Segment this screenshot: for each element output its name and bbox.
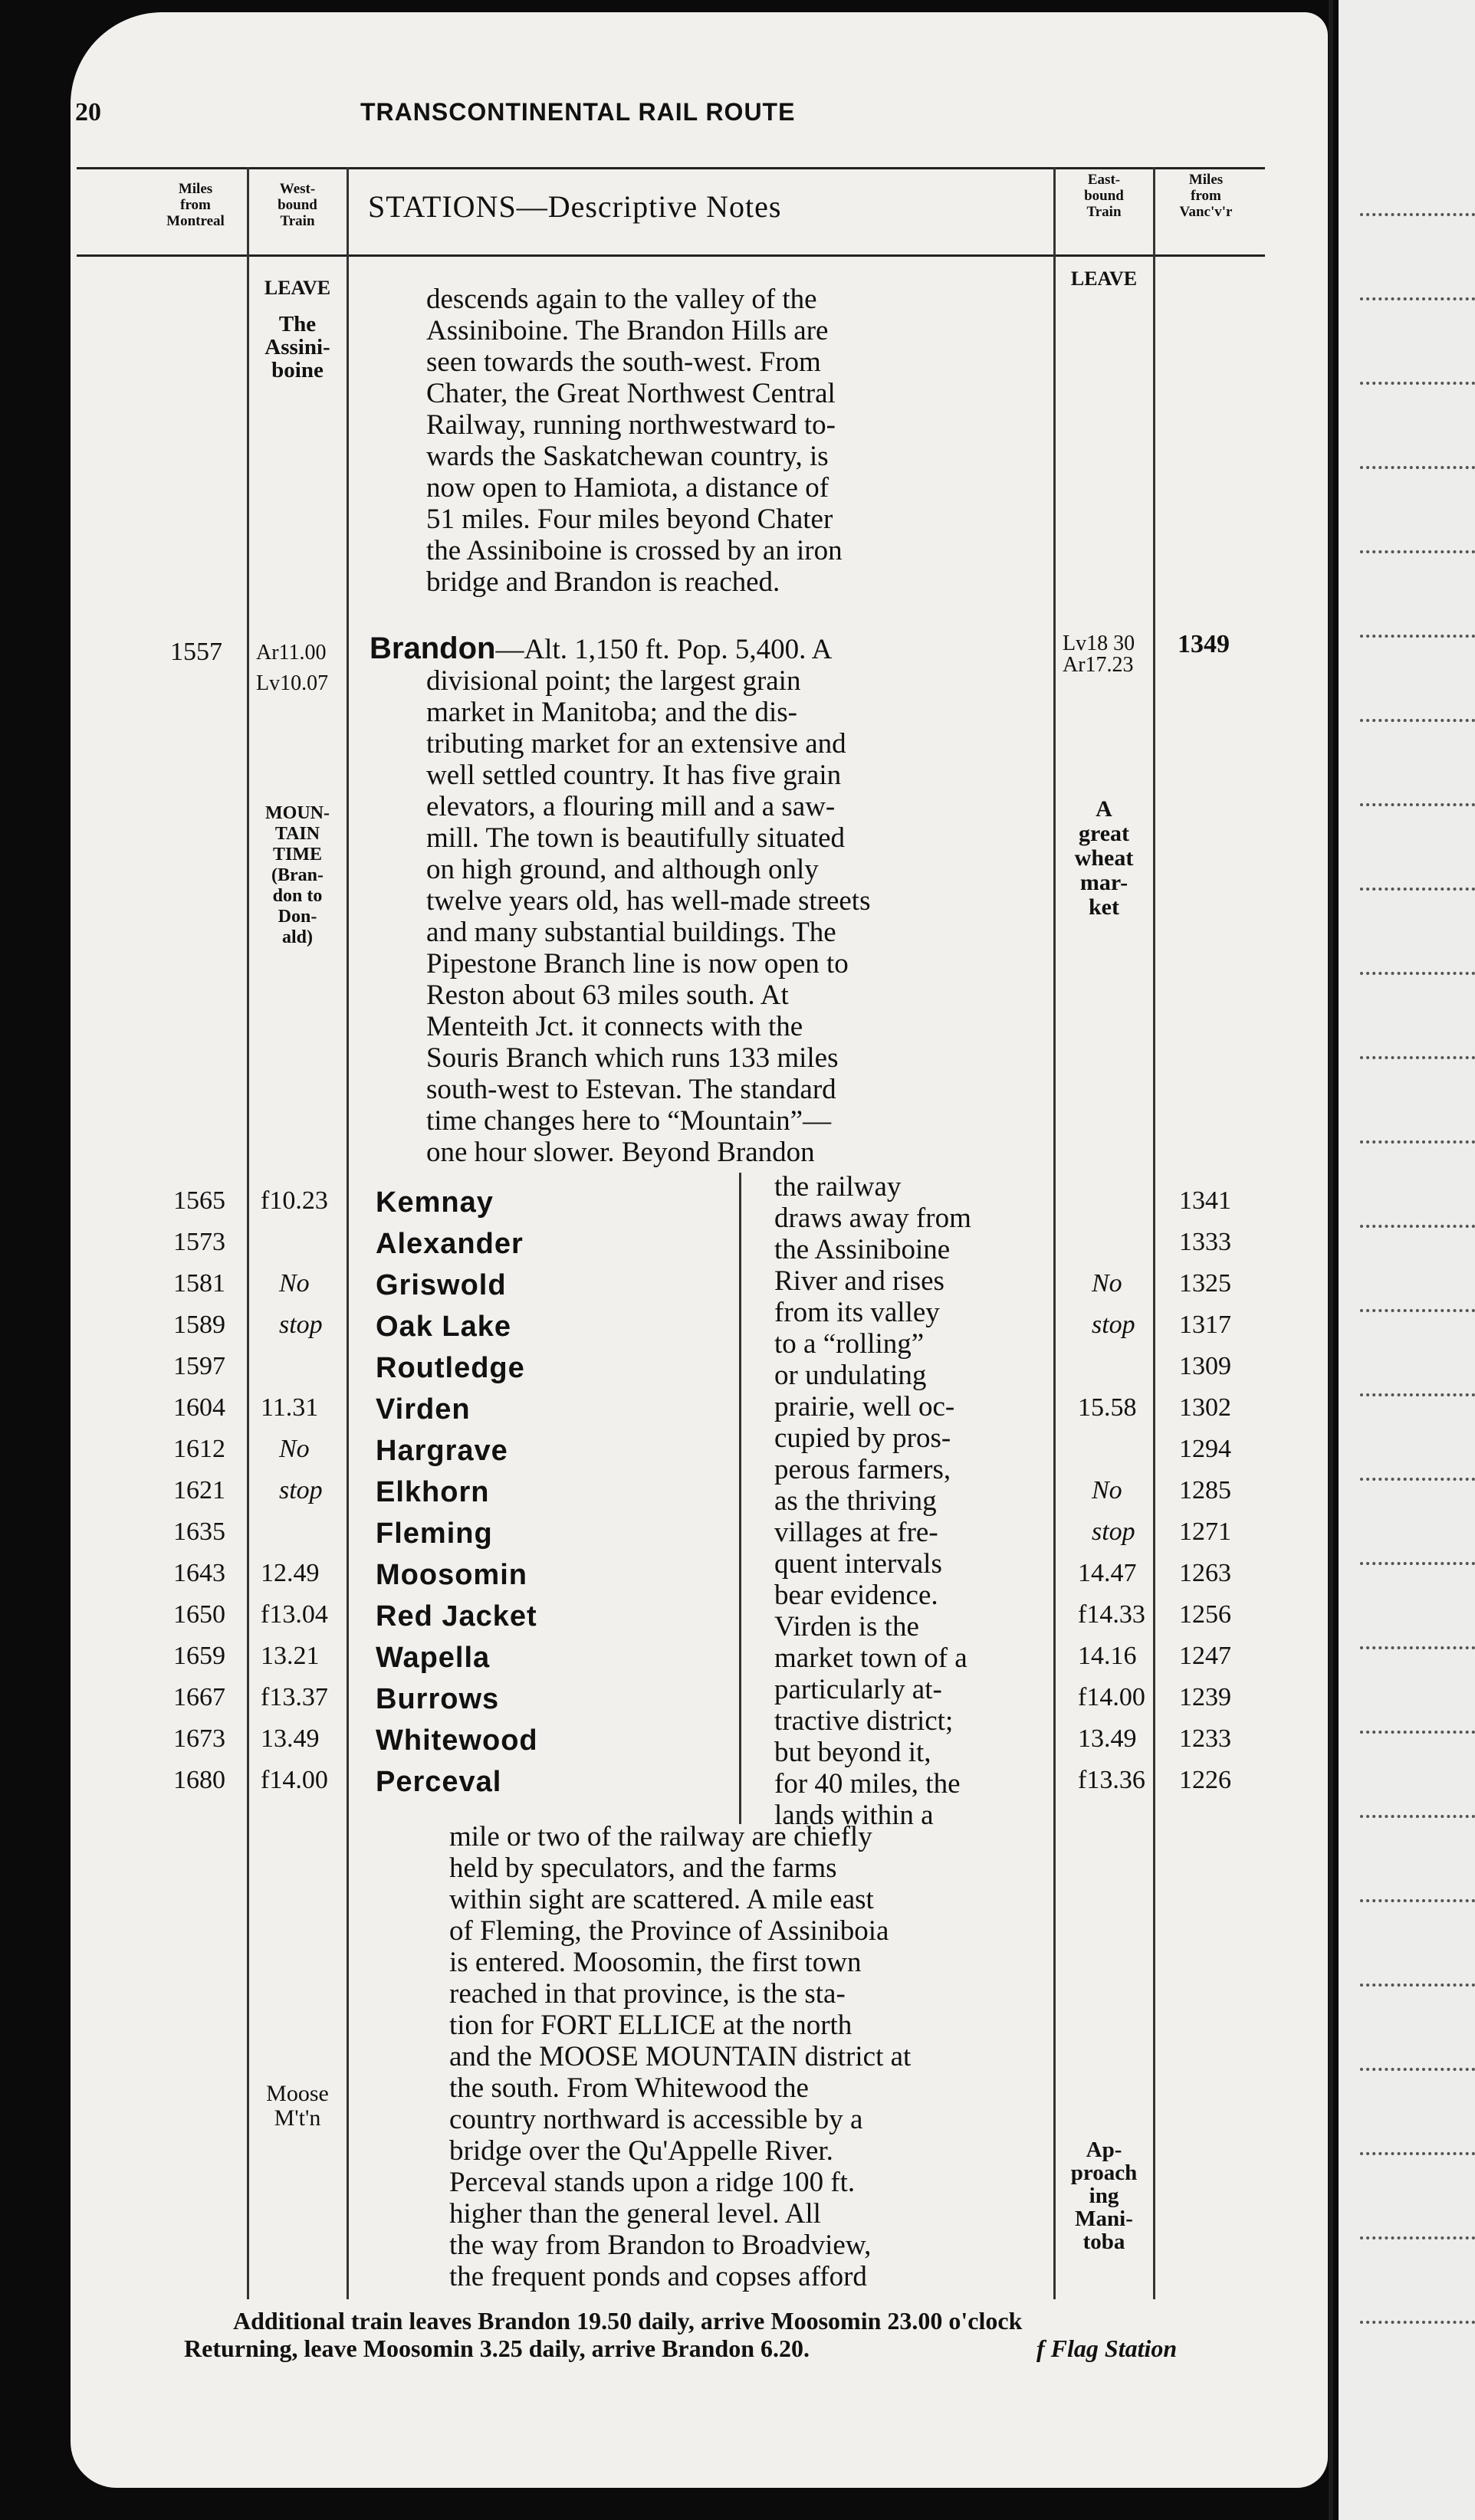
col-header-miles-montreal: Miles from Montreal <box>166 181 225 229</box>
mountain-time-line: TAIN <box>274 824 320 844</box>
brandon-paragraph <box>426 665 870 1168</box>
side-text-line: particularly at- <box>774 1674 942 1705</box>
station-miles-vancouver: 1294 <box>1179 1435 1231 1463</box>
side-text-rule <box>739 1173 741 1824</box>
facing-page-dotted-leader <box>1360 2068 1475 2071</box>
side-text-line: cupied by pros- <box>774 1422 951 1454</box>
station-miles-vancouver: 1263 <box>1179 1559 1231 1587</box>
station-name: Alexander <box>376 1228 524 1260</box>
facing-page-dotted-leader <box>1360 972 1475 975</box>
facing-page-dotted-leader <box>1360 297 1475 300</box>
wheat-market-line: ket <box>1089 894 1119 920</box>
station-eastbound-time: No <box>1092 1269 1122 1298</box>
facing-page-dotted-leader <box>1360 1225 1475 1228</box>
page-gutter <box>1329 0 1333 2520</box>
wheat-market-line: wheat <box>1074 845 1134 871</box>
closing-line: higher than the general level. All <box>449 2198 821 2230</box>
running-title: TRANSCONTINENTAL RAIL ROUTE <box>360 98 796 126</box>
closing-line: and the MOOSE MOUNTAIN district at <box>449 2041 912 2072</box>
station-westbound-time: No <box>279 1435 310 1463</box>
station-eastbound-time: f13.36 <box>1078 1766 1145 1794</box>
mountain-time-line: TIME <box>272 845 322 865</box>
side-text-line: the railway <box>774 1171 902 1203</box>
closing-line: held by speculators, and the farms <box>449 1852 837 1884</box>
mountain-time-line: ald) <box>281 927 313 947</box>
side-text-line: Virden is the <box>774 1611 919 1642</box>
station-eastbound-time: f14.00 <box>1078 1683 1145 1711</box>
closing-line: the way from Brandon to Broadview, <box>449 2230 872 2261</box>
intro-line: bridge and Brandon is reached. <box>426 566 780 598</box>
facing-page-dotted-leader <box>1360 1562 1475 1565</box>
table-top-rule <box>77 167 1265 169</box>
station-eastbound-time: 15.58 <box>1078 1393 1137 1422</box>
side-text-line: prairie, well oc- <box>774 1391 955 1422</box>
station-westbound-time: stop <box>279 1476 323 1504</box>
footer-line-2: Returning, leave Moosomin 3.25 daily, arrive Brandon 6.20. <box>184 2335 810 2362</box>
brandon-leave: Lv10.07 <box>256 671 329 695</box>
station-miles-vancouver: 1271 <box>1179 1518 1231 1546</box>
station-westbound-time: 13.49 <box>261 1724 320 1753</box>
station-mile: 1650 <box>173 1600 225 1629</box>
mountain-time-line: MOUN- <box>265 803 330 823</box>
closing-paragraph <box>449 1821 911 2292</box>
station-mile: 1604 <box>173 1393 225 1422</box>
station-name: Red Jacket <box>376 1600 537 1632</box>
facing-page-dotted-leader <box>1360 382 1475 385</box>
station-miles-vancouver: 1256 <box>1179 1600 1231 1629</box>
station-mile: 1635 <box>173 1518 225 1546</box>
station-name: Griswold <box>376 1269 507 1301</box>
station-mile: 1565 <box>173 1186 225 1215</box>
station-miles-vancouver: 1239 <box>1179 1683 1231 1711</box>
facing-page-dotted-leader <box>1360 888 1475 891</box>
station-miles-vancouver: 1317 <box>1179 1311 1231 1339</box>
col-rule-3 <box>1053 167 1056 2299</box>
brandon-text-line: Menteith Jct. it connects with the <box>426 1011 803 1042</box>
col-header-westbound: West- bound Train <box>278 181 317 229</box>
station-mile: 1612 <box>173 1435 225 1463</box>
intro-line: Assiniboine. The Brandon Hills are <box>426 315 829 346</box>
closing-line: bridge over the Qu'Appelle River. <box>449 2135 833 2167</box>
leave-label-west: LEAVE <box>264 277 331 299</box>
facing-page-dotted-leader <box>1360 1731 1475 1734</box>
station-westbound-time: 12.49 <box>261 1559 320 1587</box>
table-header-rule <box>77 254 1265 257</box>
station-name: Virden <box>376 1393 471 1426</box>
facing-page-dotted-leader <box>1360 1309 1475 1312</box>
col-rule-4 <box>1153 167 1155 2299</box>
station-westbound-time: f13.37 <box>261 1683 328 1711</box>
brandon-first-line: —Alt. 1,150 ft. Pop. 5,400. A <box>495 634 833 665</box>
flag-station-note: f Flag Station <box>1036 2335 1178 2362</box>
facing-page-dotted-leader <box>1360 1056 1475 1059</box>
side-text-line: villages at fre- <box>774 1517 938 1548</box>
brandon-text-line: Pipestone Branch line is now open to <box>426 948 849 979</box>
side-text-paragraph <box>774 1171 971 1831</box>
side-text-line: tractive district; <box>774 1705 954 1737</box>
intro-line: seen towards the south-west. From <box>426 346 821 378</box>
brandon-arrive: Ar11.00 <box>256 641 327 664</box>
facing-page-dotted-leader <box>1360 1815 1475 1818</box>
side-text-line: for 40 miles, the <box>774 1768 961 1800</box>
brandon-text-line: twelve years old, has well-made streets <box>426 885 871 917</box>
facing-page-dotted-leader <box>1360 2152 1475 2155</box>
facing-page-dotted-leader <box>1360 466 1475 469</box>
station-mile: 1621 <box>173 1476 225 1504</box>
side-text-line: market town of a <box>774 1642 967 1674</box>
col-rule-1 <box>247 167 249 2299</box>
station-name: Kemnay <box>376 1186 494 1219</box>
side-text-line: the Assiniboine <box>774 1234 951 1265</box>
closing-line: the south. From Whitewood the <box>449 2072 809 2104</box>
station-mile: 1659 <box>173 1642 225 1670</box>
side-text-line: draws away from <box>774 1203 971 1234</box>
footer-line-1: Additional train leaves Brandon 19.50 daily, arrive Moosomin 23.00 o'clock <box>233 2307 1023 2335</box>
brandon-heading-line <box>370 633 832 665</box>
station-westbound-time: 13.21 <box>261 1642 320 1670</box>
brandon-text-line: time changes here to “Mountain”— <box>426 1105 832 1137</box>
station-name: Wapella <box>376 1642 491 1674</box>
intro-line: descends again to the valley of the <box>426 284 817 315</box>
facing-page-dotted-leader <box>1360 635 1475 638</box>
facing-page-edge <box>1339 0 1475 2520</box>
station-name: Burrows <box>376 1683 500 1715</box>
station-mile: 1573 <box>173 1228 225 1256</box>
approach-line: toba <box>1082 2230 1125 2254</box>
station-mile: 1597 <box>173 1352 225 1380</box>
col-header-stations: STATIONS—Descriptive Notes <box>368 189 782 224</box>
col-rule-2 <box>347 167 349 2299</box>
closing-line: reached in that province, is the sta- <box>449 1978 846 2010</box>
brandon-name: Brandon <box>370 632 496 665</box>
station-eastbound-time: No <box>1092 1476 1122 1504</box>
leave-label-east: LEAVE <box>1070 267 1138 290</box>
mountain-time-line: Don- <box>278 907 317 927</box>
station-eastbound-time: stop <box>1092 1311 1135 1339</box>
station-miles-vancouver: 1333 <box>1179 1228 1231 1256</box>
station-mile: 1589 <box>173 1311 225 1339</box>
station-miles-vancouver: 1302 <box>1179 1393 1231 1422</box>
brandon-east-leave: Lv18 30 <box>1063 632 1135 655</box>
facing-page-dotted-leader <box>1360 2321 1475 2324</box>
side-text-line: bear evidence. <box>774 1580 938 1611</box>
facing-page-dotted-leader <box>1360 550 1475 553</box>
facing-page-dotted-leader <box>1360 719 1475 722</box>
the-assiniboine-note: The Assini- boine <box>264 312 330 382</box>
station-mile: 1667 <box>173 1683 225 1711</box>
brandon-text-line: Reston about 63 miles south. At <box>426 979 789 1011</box>
brandon-east-arrive: Ar17.23 <box>1063 653 1134 677</box>
station-miles-vancouver: 1247 <box>1179 1642 1231 1670</box>
approach-line: Mani- <box>1075 2207 1133 2231</box>
brandon-text-line: on high ground, and although only <box>426 854 819 885</box>
brandon-miles-vancouver: 1349 <box>1178 630 1230 658</box>
page-number: 20 <box>75 98 101 126</box>
approach-line: Ap- <box>1086 2138 1122 2162</box>
facing-page-dotted-leader <box>1360 1393 1475 1396</box>
side-text-line: perous farmers, <box>774 1454 951 1485</box>
brandon-text-line: tributing market for an extensive and <box>426 728 846 760</box>
intro-line: Chater, the Great Northwest Central <box>426 378 836 409</box>
station-mile: 1680 <box>173 1766 225 1794</box>
mountain-time-note <box>250 803 345 948</box>
side-text-line: or undulating <box>774 1360 927 1391</box>
facing-page-dotted-leader <box>1360 213 1475 216</box>
facing-page-dotted-leader <box>1360 1899 1475 1902</box>
station-westbound-time: stop <box>279 1311 323 1339</box>
closing-line: mile or two of the railway are chiefly <box>449 1821 872 1852</box>
intro-line: the Assiniboine is crossed by an iron <box>426 535 843 566</box>
wheat-market-line: A <box>1096 796 1112 822</box>
station-westbound-time: f10.23 <box>261 1186 328 1215</box>
station-name: Oak Lake <box>376 1311 511 1343</box>
closing-line: country northward is accessible by a <box>449 2104 863 2135</box>
brandon-mile: 1557 <box>170 638 222 666</box>
station-westbound-time: No <box>279 1269 310 1298</box>
station-eastbound-time: stop <box>1092 1518 1135 1546</box>
brandon-text-line: elevators, a flouring mill and a saw- <box>426 791 836 822</box>
station-mile: 1673 <box>173 1724 225 1753</box>
wheat-market-line: great <box>1078 821 1130 846</box>
side-text-line: quent intervals <box>774 1548 942 1580</box>
moose-mountain-note: Moose M't'n <box>266 2081 329 2131</box>
brandon-text-line: one hour slower. Beyond Brandon <box>426 1137 815 1168</box>
brandon-text-line: south-west to Estevan. The standard <box>426 1074 836 1105</box>
facing-page-dotted-leader <box>1360 2236 1475 2239</box>
side-text-line: lands within a <box>774 1800 934 1831</box>
facing-page-dotted-leader <box>1360 1140 1475 1144</box>
facing-page-dotted-leader <box>1360 1646 1475 1649</box>
station-eastbound-time: 13.49 <box>1078 1724 1137 1753</box>
station-miles-vancouver: 1325 <box>1179 1269 1231 1298</box>
closing-line: tion for FORT ELLICE at the north <box>449 2010 852 2041</box>
station-westbound-time: f14.00 <box>261 1766 328 1794</box>
brandon-text-line: well settled country. It has five grain <box>426 760 842 791</box>
brandon-text-line: and many substantial buildings. The <box>426 917 836 948</box>
station-name: Hargrave <box>376 1435 508 1467</box>
station-miles-vancouver: 1233 <box>1179 1724 1231 1753</box>
col-header-miles-vancouver: Miles from Vanc'v'r <box>1179 172 1233 220</box>
station-miles-vancouver: 1226 <box>1179 1766 1231 1794</box>
col-header-eastbound: East- bound Train <box>1084 172 1124 220</box>
wheat-market-line: mar- <box>1079 870 1128 895</box>
approaching-manitoba-note <box>1056 2138 1151 2253</box>
side-text-line: but beyond it, <box>774 1737 931 1768</box>
station-westbound-time: 11.31 <box>261 1393 319 1422</box>
side-text-line: from its valley <box>774 1297 940 1328</box>
brandon-text-line: Souris Branch which runs 133 miles <box>426 1042 839 1074</box>
closing-line: Perceval stands upon a ridge 100 ft. <box>449 2167 856 2198</box>
intro-line: now open to Hamiota, a distance of <box>426 472 829 504</box>
side-text-line: to a “rolling” <box>774 1328 925 1360</box>
station-miles-vancouver: 1309 <box>1179 1352 1231 1380</box>
brandon-text-line: divisional point; the largest grain <box>426 665 801 697</box>
facing-page-dotted-leader <box>1360 803 1475 806</box>
station-name: Routledge <box>376 1352 525 1384</box>
side-text-line: as the thriving <box>774 1485 937 1517</box>
approach-line: ing <box>1089 2184 1119 2208</box>
station-eastbound-time: 14.16 <box>1078 1642 1137 1670</box>
station-eastbound-time: f14.33 <box>1078 1600 1145 1629</box>
station-westbound-time: f13.04 <box>261 1600 328 1629</box>
facing-page-dotted-leader <box>1360 1478 1475 1481</box>
intro-line: Railway, running northwestward to- <box>426 409 836 441</box>
station-name: Perceval <box>376 1766 502 1798</box>
intro-paragraph <box>426 284 843 598</box>
station-name: Whitewood <box>376 1724 538 1757</box>
station-name: Moosomin <box>376 1559 527 1591</box>
wheat-market-note <box>1056 797 1151 920</box>
station-name: Fleming <box>376 1518 493 1550</box>
closing-line: the frequent ponds and copses afford <box>449 2261 867 2292</box>
closing-line: within sight are scattered. A mile east <box>449 1884 874 1915</box>
brandon-text-line: mill. The town is beautifully situated <box>426 822 846 854</box>
mountain-time-line: (Bran- <box>271 865 324 885</box>
intro-line: 51 miles. Four miles beyond Chater <box>426 504 833 535</box>
closing-line: of Fleming, the Province of Assiniboia <box>449 1915 889 1947</box>
station-eastbound-time: 14.47 <box>1078 1559 1137 1587</box>
approach-line: proach <box>1070 2161 1138 2185</box>
side-text-line: River and rises <box>774 1265 944 1297</box>
intro-line: wards the Saskatchewan country, is <box>426 441 829 472</box>
facing-page-dotted-leader <box>1360 1984 1475 1987</box>
station-miles-vancouver: 1341 <box>1179 1186 1231 1215</box>
station-mile: 1581 <box>173 1269 225 1298</box>
station-name: Elkhorn <box>376 1476 490 1508</box>
station-miles-vancouver: 1285 <box>1179 1476 1231 1504</box>
closing-line: is entered. Moosomin, the first town <box>449 1947 862 1978</box>
mountain-time-line: don to <box>272 886 323 906</box>
brandon-text-line: market in Manitoba; and the dis- <box>426 697 797 728</box>
station-mile: 1643 <box>173 1559 225 1587</box>
